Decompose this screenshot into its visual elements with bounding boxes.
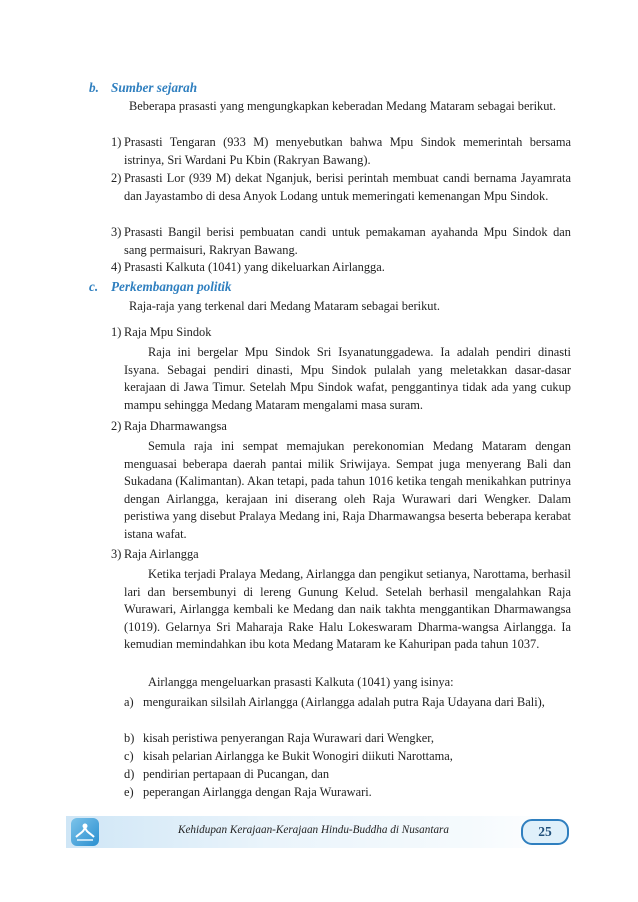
inscription-item-a-number: a) bbox=[124, 695, 134, 709]
source-item-2-number: 2) bbox=[111, 171, 122, 185]
source-item-2: Prasasti Lor (939 M) dekat Nganjuk, berisi perintah membuat candi bernama Jayamrata dan Jayastambo di desa Anyok Lodang untuk memeringati kemenangan Mpu Sindok. bbox=[124, 171, 571, 203]
source-item-1-number: 1) bbox=[111, 135, 122, 149]
section-b-marker: b. bbox=[89, 80, 99, 95]
inscription-item-c-number: c) bbox=[124, 749, 134, 763]
king-1-number: 1) bbox=[111, 325, 122, 339]
king-1-name: Raja Mpu Sindok bbox=[124, 325, 212, 339]
inscription-item-e-number: e) bbox=[124, 785, 134, 799]
section-b-heading bbox=[89, 80, 197, 96]
king-3-description: Ketika terjadi Pralaya Medang, Airlangga dan pengikut setianya, Narottama, berhasil lari dan bersembunyi di lereng Gunung Kelud. Setelah berhasil mengalahkan Raja Wurawari, Airlangga kembali ke Medang dan naik takhta menggantikan Dharmawangsa (1019). Gelarnya Sri Maharaja Rake Halu Lokeswaram Dharma-wangsa Airlangga. Ia kemudian memindahkan ibu kota Medang Mataram ke Kahuripan pada tahun 1037. bbox=[124, 567, 571, 652]
king-3-inscription-intro: Airlangga mengeluarkan prasasti Kalkuta (1041) yang isinya: bbox=[148, 675, 454, 689]
section-c-heading bbox=[89, 279, 232, 295]
king-3-name: Raja Airlangga bbox=[124, 547, 199, 561]
inscription-item-a: menguraikan silsilah Airlangga (Airlangga adalah putra Raja Udayana dari Bali), bbox=[143, 695, 545, 709]
source-item-4-number: 4) bbox=[111, 260, 122, 274]
king-2-description: Semula raja ini sempat memajukan perekonomian Medang Mataram dengan menguasai beberapa daerah pantai milik Sriwijaya. Sempat juga menyerang Bali dan Sukadana (Kalimantan). Akan tetapi, pada tahun 1016 ketika tengah menikahkan putrinya dengan Airlangga, kerajaan ini diserang oleh Raja Wurawari dari Wengker. Dalam peristiwa yang disebut Pralaya Medang ini, Raja Dharmawangsa beserta beberapa kerabat istana wafat. bbox=[124, 439, 571, 541]
inscription-item-d-number: d) bbox=[124, 767, 135, 781]
section-b-title: Sumber sejarah bbox=[111, 80, 198, 95]
king-3-number: 3) bbox=[111, 547, 122, 561]
section-c-marker: c. bbox=[89, 279, 99, 294]
inscription-item-d: pendirian pertapaan di Pucangan, dan bbox=[143, 767, 330, 781]
footer-book-title: Kehidupan Kerajaan-Kerajaan Hindu-Buddha di Nusantara bbox=[178, 824, 449, 836]
section-c-title: Perkembangan politik bbox=[111, 279, 232, 294]
king-2-name: Raja Dharmawangsa bbox=[124, 419, 227, 433]
king-1-description: Raja ini bergelar Mpu Sindok Sri Isyanatunggadewa. Ia adalah pendiri dinasti Isyana. Sebagai pendiri dinasti, Mpu Sindok pulalah yang meletakkan dasar-dasar kerajaan di Jawa Timur. Setelah Mpu Sindok wafat, penggantinya tidak ada yang cukup mampu sehingga Medang Mataram mengalami masa suram. bbox=[124, 345, 571, 412]
inscription-item-b: kisah peristiwa penyerangan Raja Wurawari dari Wengker, bbox=[143, 731, 435, 745]
source-item-4: Prasasti Kalkuta (1041) yang dikeluarkan Airlangga. bbox=[124, 260, 385, 274]
inscription-item-e: peperangan Airlangga dengan Raja Wurawari. bbox=[143, 785, 372, 799]
source-item-3-number: 3) bbox=[111, 225, 122, 239]
king-2-number: 2) bbox=[111, 419, 122, 433]
inscription-item-c: kisah pelarian Airlangga ke Bukit Wonogiri diikuti Narottama, bbox=[143, 749, 453, 763]
inscription-item-b-number: b) bbox=[124, 731, 135, 745]
page-number: 25 bbox=[521, 819, 569, 845]
source-item-1: Prasasti Tengaran (933 M) menyebutkan bahwa Mpu Sindok memerintah bersama istrinya, Sri Wardani Pu Kbin (Rakryan Bawang). bbox=[124, 135, 571, 167]
section-b-intro: Beberapa prasasti yang mengungkapkan keberadan Medang Mataram sebagai berikut. bbox=[129, 99, 556, 113]
source-item-3: Prasasti Bangil berisi pembuatan candi untuk pemakaman ayahanda Mpu Sindok dan sang permaisuri, Rakryan Bawang. bbox=[124, 225, 571, 257]
book-logo-icon bbox=[71, 818, 99, 846]
section-c-intro: Raja-raja yang terkenal dari Medang Mataram sebagai berikut. bbox=[129, 299, 441, 313]
